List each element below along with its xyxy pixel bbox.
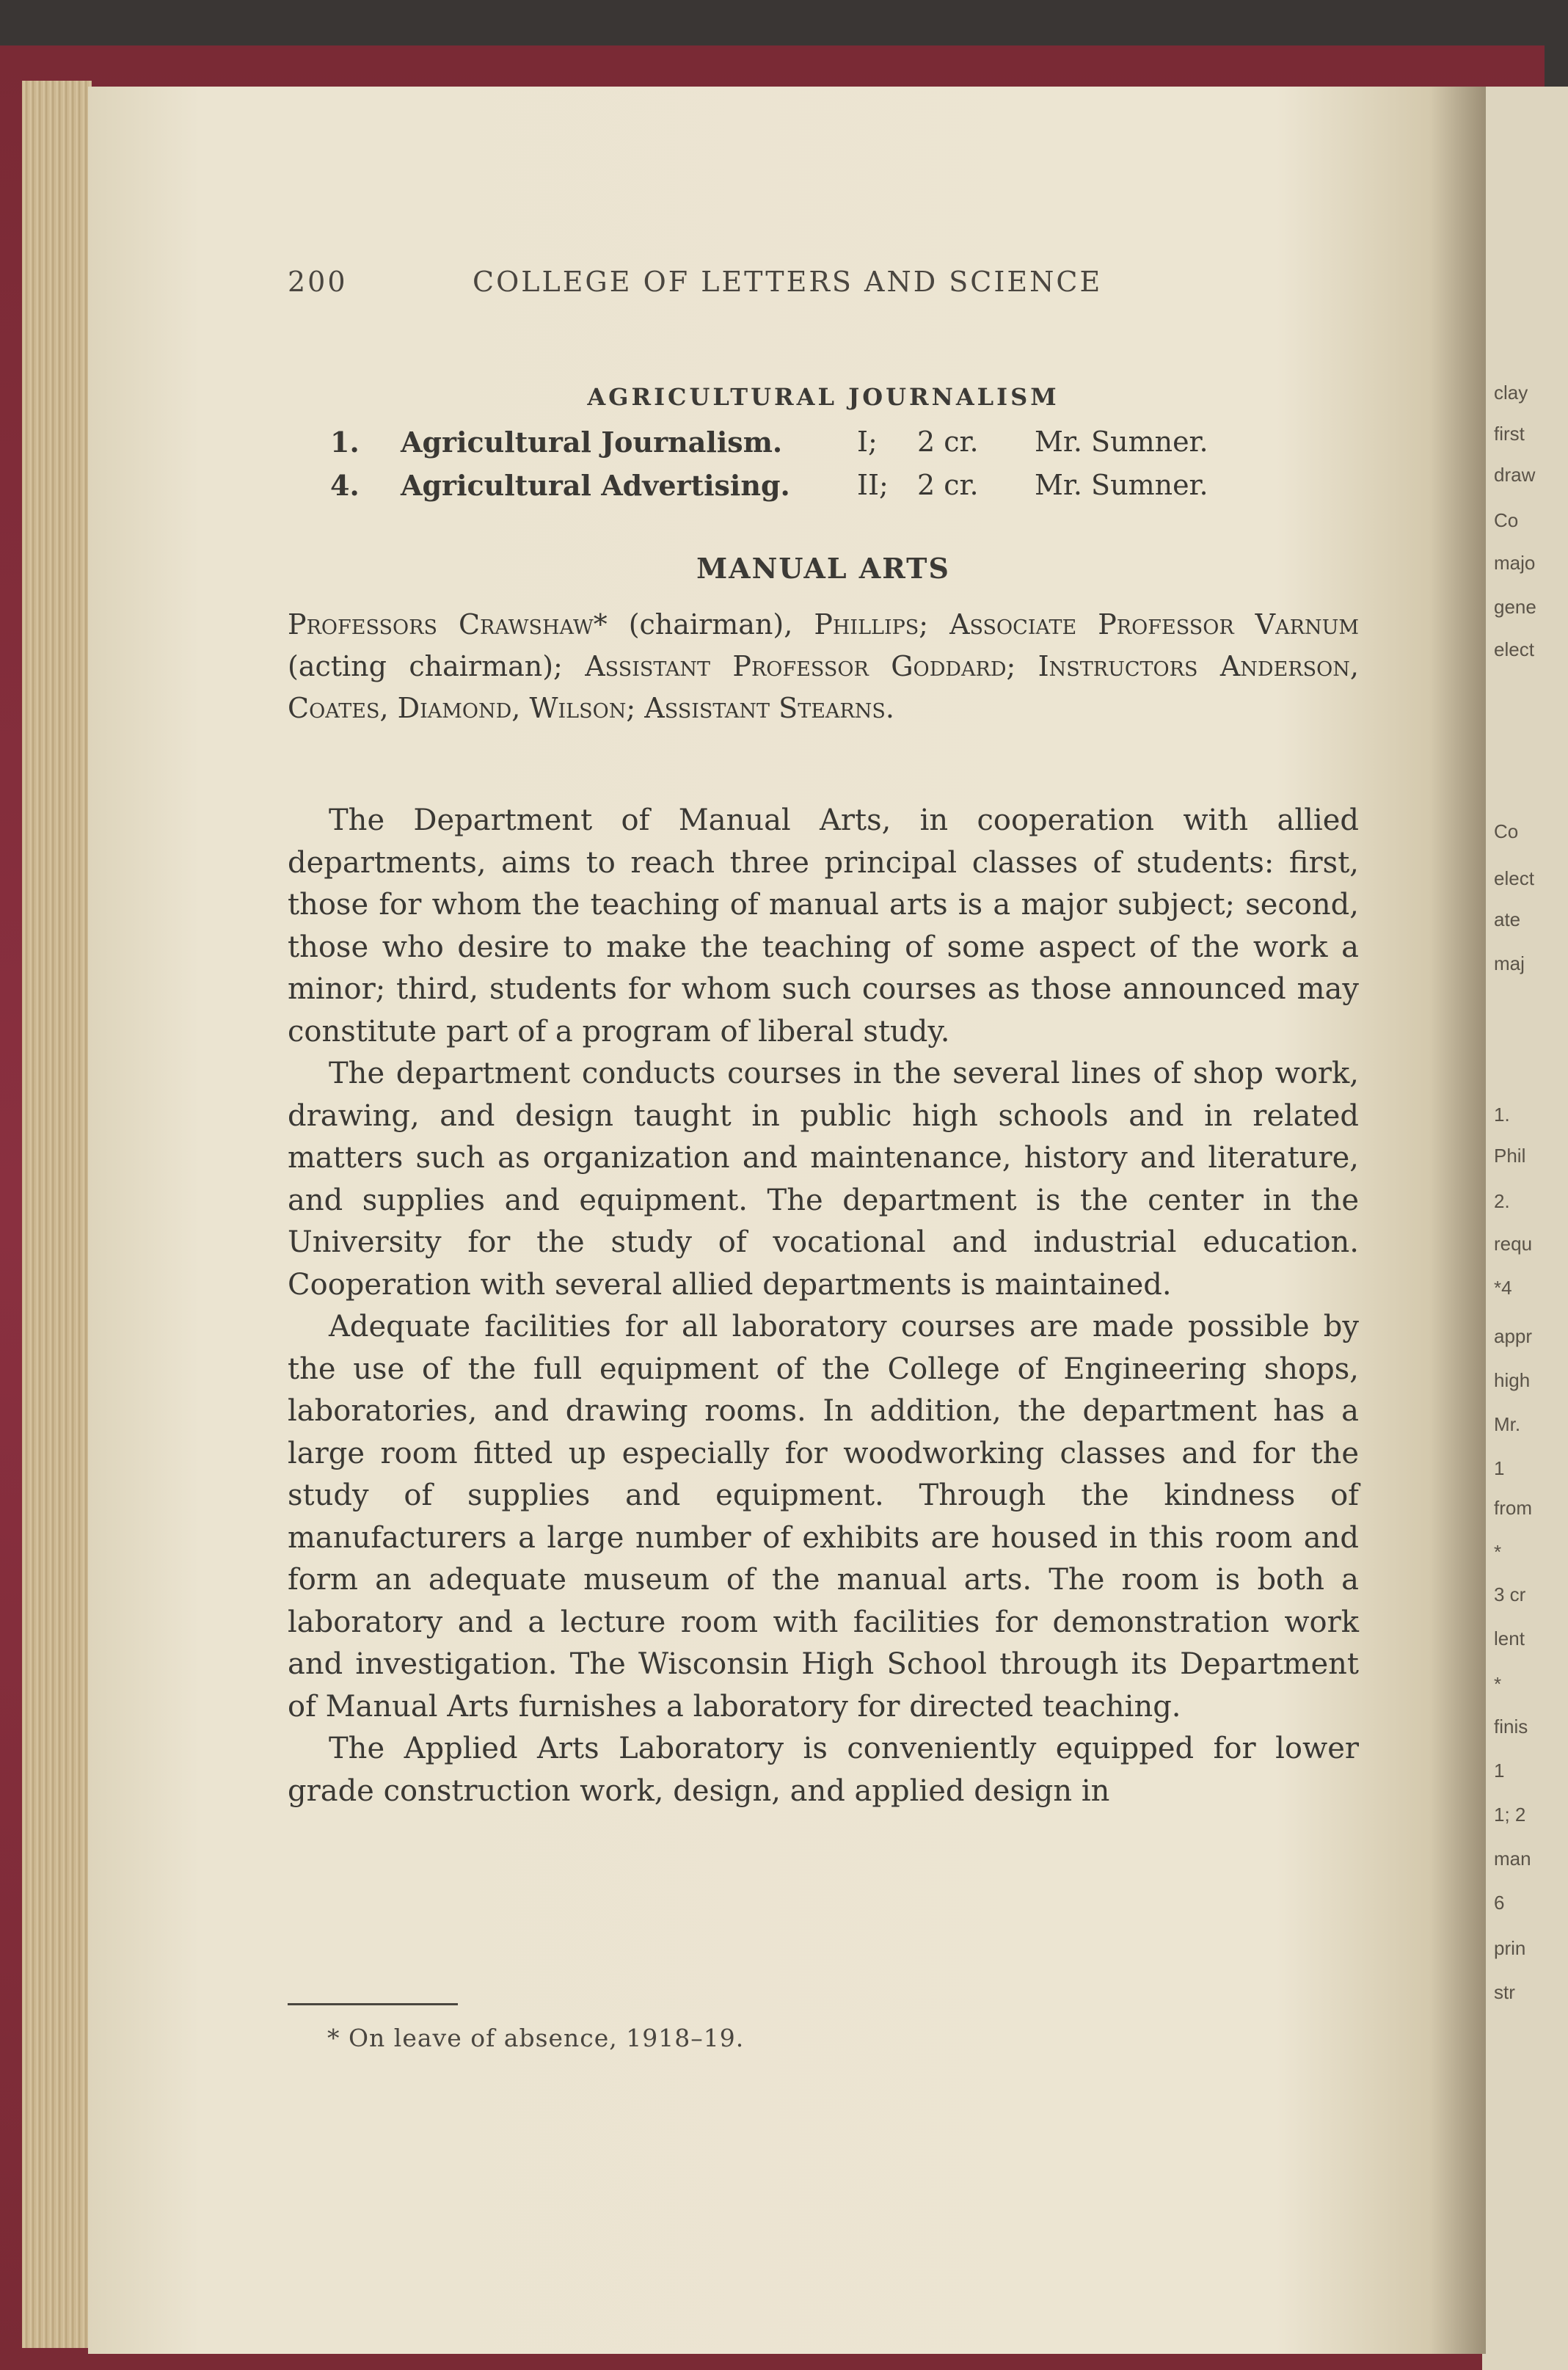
page-number: 200 (288, 266, 348, 298)
adjacent-page-fragment: 6 (1494, 1892, 1505, 1914)
course-credits: 2 cr. (917, 426, 979, 458)
running-head (288, 266, 1330, 302)
faculty-name: Anderson, Coates, Diamond, Wilson; (288, 650, 1359, 724)
paragraph: The Department of Manual Arts, in cooperation with allied departments, aims to reach three principal classes of students: first, those for whom the teaching of manual arts is a major subject; second, those who desire to make the teaching of some aspect of the work a minor; third, students for whom such courses as those announced may constitute part of a program of liberal study. (288, 803, 1359, 1049)
adjacent-page-fragment: elect (1494, 867, 1534, 889)
faculty-role: (chairman), (628, 608, 793, 641)
faculty-rank: Instructors (1038, 650, 1198, 682)
course-credits: 2 cr. (917, 469, 979, 501)
adjacent-page-fragment: Co (1494, 509, 1519, 531)
adjacent-page-fragment: man (1494, 1848, 1531, 1870)
faculty-name: Stearns. (778, 692, 894, 724)
course-number: 1. (330, 426, 360, 459)
adjacent-page-fragment: elect (1494, 638, 1534, 660)
faculty-rank: Assistant (644, 692, 770, 724)
footnote-rule (288, 2003, 458, 2005)
adjacent-page (1482, 87, 1568, 2370)
adjacent-page-fragment: str (1494, 1981, 1515, 2003)
agri-heading: AGRICULTURAL JOURNALISM (587, 383, 1060, 411)
adjacent-page-fragment: lent (1494, 1627, 1525, 1649)
adjacent-page-fragment: from (1494, 1497, 1532, 1519)
manual-arts-heading: MANUAL ARTS (696, 552, 950, 585)
course-semester: I; (857, 426, 878, 458)
course-semester: II; (857, 469, 889, 501)
course-number: 4. (330, 469, 360, 502)
adjacent-page-fragment: * (1494, 1541, 1502, 1563)
running-head-title: COLLEGE OF LETTERS AND SCIENCE (473, 266, 1103, 298)
faculty-name: Crawshaw* (458, 608, 608, 641)
faculty-rank: Professors (288, 608, 437, 641)
paragraph: The Applied Arts Laboratory is conveniently equipped for lower grade construction work, design, and applied design in (288, 1732, 1359, 1808)
adjacent-page-fragment: 1 (1494, 1760, 1505, 1782)
adjacent-page-fragment: ate (1494, 908, 1521, 930)
adjacent-page-fragment: high (1494, 1369, 1531, 1391)
course-title: Agricultural Journalism. (401, 426, 783, 459)
adjacent-page-fragment: first (1494, 423, 1525, 445)
faculty-name: Goddard; (891, 650, 1016, 682)
faculty-name: Varnum (1255, 608, 1359, 641)
course-instructor: Mr. Sumner. (1035, 426, 1208, 458)
adjacent-page-fragment: 3 cr (1494, 1583, 1526, 1605)
adjacent-page-fragment: maj (1494, 952, 1525, 974)
page-edges (22, 81, 92, 2348)
adjacent-page-fragment: finis (1494, 1715, 1528, 1738)
adjacent-page-fragment: Phil (1494, 1145, 1526, 1167)
adjacent-page-fragment: 1. (1494, 1104, 1510, 1126)
adjacent-page-fragment: draw (1494, 464, 1536, 486)
body-text (288, 800, 1359, 1812)
paragraph: Adequate facilities for all laboratory courses are made possible by the use of the full equipment of the College of Engineering shops, laboratories, and drawing rooms. In addition, the department has a large room fitted up especially for woodworking classes and for the study of supplies and equipment. Through the kindness of manufacturers a large number of exhibits are housed in this room and form an adequate museum of the manual arts. The room is both a laboratory and a lecture room with facilities for demonstration work and investigation. The Wisconsin High School through its Department of Manual Arts furnishes a laboratory for directed teaching. (288, 1310, 1359, 1724)
adjacent-page-fragment: 1 (1494, 1457, 1505, 1479)
adjacent-page-fragment: majo (1494, 552, 1536, 574)
adjacent-page-fragment: *4 (1494, 1277, 1512, 1299)
adjacent-page-fragment: 1; 2 (1494, 1804, 1526, 1826)
faculty-list (288, 604, 1359, 729)
paragraph: The department conducts courses in the several lines of shop work, drawing, and design taught in public high schools and in related matters such as organization and maintenance, history and literature, and supplies and equipment. The department is the center in the University for the study of vocational and industrial education. Cooperation with several allied departments is maintained. (288, 1057, 1359, 1302)
adjacent-page-fragment: Co (1494, 820, 1519, 842)
adjacent-page-fragment: appr (1494, 1325, 1533, 1347)
course-title: Agricultural Advertising. (401, 469, 790, 502)
adjacent-page-fragment: 2. (1494, 1190, 1510, 1212)
faculty-role: (acting chairman); (288, 650, 563, 682)
adjacent-page-fragment: * (1494, 1673, 1502, 1695)
footnote: * On leave of absence, 1918–19. (327, 2024, 745, 2052)
faculty-rank: Assistant Professor (585, 650, 869, 682)
course-instructor: Mr. Sumner. (1035, 469, 1208, 501)
faculty-rank: Associate Professor (949, 608, 1234, 641)
faculty-name: Phillips; (814, 608, 929, 641)
adjacent-page-fragment: requ (1494, 1233, 1533, 1255)
adjacent-page-fragment: prin (1494, 1937, 1526, 1959)
adjacent-page-fragment: gene (1494, 596, 1536, 618)
adjacent-page-fragment: clay (1494, 382, 1528, 404)
adjacent-page-fragment: Mr. (1494, 1413, 1521, 1435)
